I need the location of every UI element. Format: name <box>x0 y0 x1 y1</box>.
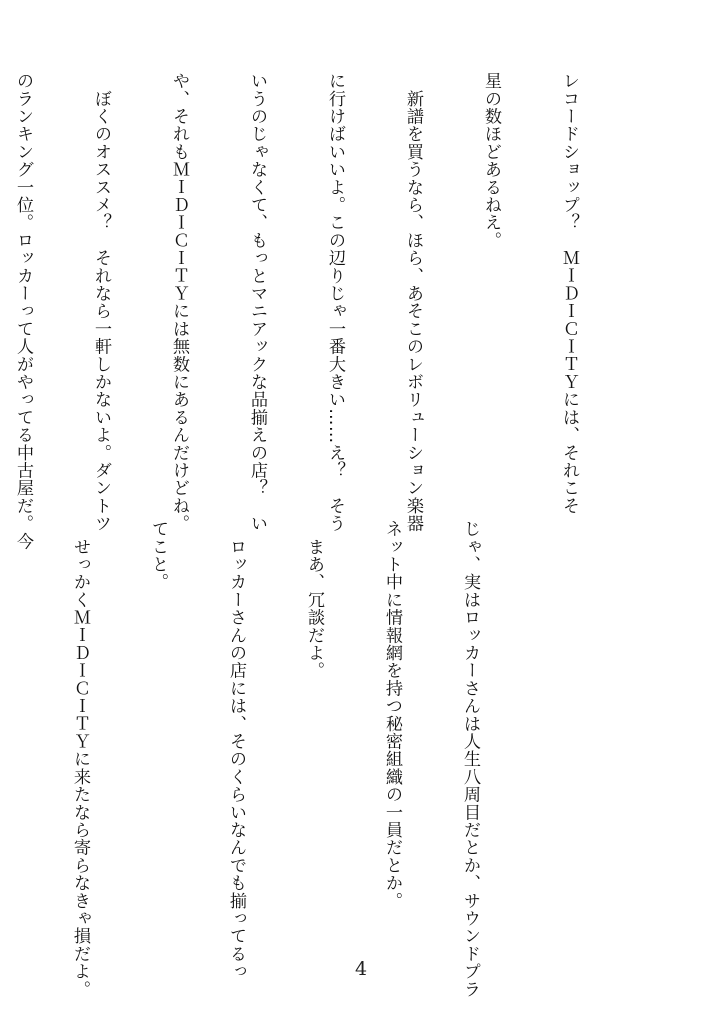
text-line: せっかくＭＩＤＩＣＩＴＹに来たなら寄らなきゃ損だよ。 <box>70 520 90 998</box>
lower-text-block <box>15 520 535 998</box>
text-line: ロッカーさんの店には、そのくらいなんでも揃ってるっ <box>226 520 246 981</box>
text-line: てこと。 <box>148 520 168 591</box>
text-line: ネット中に情報網を持つ秘密組織の一員だとか。 <box>382 520 402 910</box>
page-number: 4 <box>354 958 368 980</box>
text-line: まあ、冗談だよ。 <box>304 520 324 680</box>
upper-text-block <box>0 72 634 550</box>
text-line: のランキング一位。ロッカーって人がやってる中古屋だ。今 <box>13 72 33 550</box>
text-line: レコードショップ？ ＭＩＤＩＣＩＴＹには、それこそ <box>559 72 579 515</box>
text-line: ぼくのオススメ？ それなら一軒しかないよ。ダントツ <box>91 72 111 533</box>
text-line: や、それもＭＩＤＩＣＩＴＹには無数にあるんだけどね。 <box>169 72 189 533</box>
text-line: 星の数ほどあるねえ。 <box>481 72 501 249</box>
text-line: に行けばいいよ。この辺りじゃ一番大きい……え？ そう <box>325 72 345 533</box>
text-line: いうのじゃなくて、もっとマニアックな品揃えの店？ い <box>247 72 267 533</box>
text-line: じゃ、実はロッカーさんは人生八周目だとか、サウンドプラ <box>460 520 480 998</box>
text-line: 新譜を買うなら、ほら、あそこのレボリューション楽器 <box>403 72 423 533</box>
